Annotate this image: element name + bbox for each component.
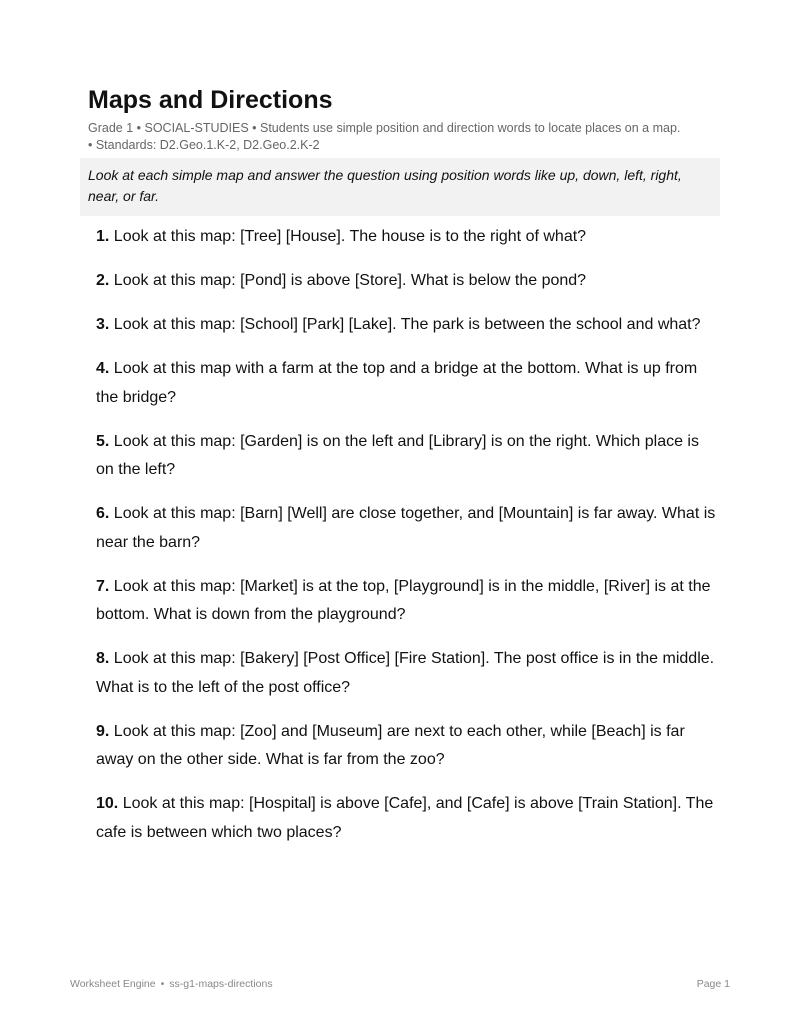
footer-slug: ss-g1-maps-directions bbox=[169, 978, 273, 990]
question-item bbox=[96, 573, 720, 630]
question-text: Look at this map: [Barn] [Well] are close together, and [Mountain] is far away. What is near the barn? bbox=[96, 505, 716, 551]
question-text: Look at this map: [Tree] [House]. The house is to the right of what? bbox=[113, 228, 587, 245]
meta-grade-subject-line: Grade 1 • SOCIAL-STUDIES • Students use simple position and direction words to locate places on a map. bbox=[88, 121, 681, 135]
question-number: 7. bbox=[96, 577, 110, 595]
question-text: Look at this map with a farm at the top and a bridge at the bottom. What is up from the bridge? bbox=[96, 360, 698, 406]
question-item bbox=[96, 790, 720, 847]
question-list bbox=[96, 223, 720, 863]
question-number: 6. bbox=[96, 505, 110, 522]
question-item bbox=[96, 355, 720, 412]
question-text: Look at this map: [Market] is at the top, [Playground] is in the middle, [River] is at the bottom. What is down from the playground? bbox=[96, 577, 711, 623]
question-number: 8. bbox=[96, 650, 110, 667]
footer-engine: Worksheet Engine bbox=[70, 978, 156, 990]
question-text: Look at this map: [Garden] is on the left and [Library] is on the right. Which place is on the left? bbox=[96, 432, 699, 478]
question-item bbox=[96, 645, 720, 702]
question-item bbox=[96, 311, 720, 340]
question-number: 5. bbox=[96, 432, 110, 450]
footer-source bbox=[70, 978, 273, 990]
question-text: Look at this map: [Pond] is above [Store]. What is below the pond? bbox=[113, 272, 587, 289]
question-number: 9. bbox=[96, 722, 110, 740]
question-text: Look at this map: [School] [Park] [Lake]. The park is between the school and what? bbox=[113, 316, 701, 333]
meta-standards-line: • Standards: D2.Geo.1.K-2, D2.Geo.2.K-2 bbox=[88, 138, 320, 152]
question-number: 2. bbox=[96, 272, 110, 289]
question-number: 4. bbox=[96, 360, 110, 377]
question-number: 1. bbox=[96, 228, 110, 245]
page-title: Maps and Directions bbox=[88, 86, 333, 114]
question-item bbox=[96, 428, 720, 485]
question-text: Look at this map: [Hospital] is above [Cafe], and [Cafe] is above [Train Station]. The cafe is between which two places? bbox=[96, 795, 714, 841]
question-number: 3. bbox=[96, 316, 110, 333]
question-number: 10. bbox=[96, 795, 119, 812]
question-text: Look at this map: [Bakery] [Post Office] [Fire Station]. The post office is in the middle. What is to the left of the post office? bbox=[96, 650, 715, 696]
footer-page-number: Page 1 bbox=[696, 978, 730, 990]
question-text: Look at this map: [Zoo] and [Museum] are next to each other, while [Beach] is far away on the other side. What is far from the zoo? bbox=[96, 722, 685, 768]
question-item bbox=[96, 267, 720, 296]
question-item bbox=[96, 223, 720, 252]
worksheet-meta bbox=[88, 120, 728, 154]
footer-separator: • bbox=[160, 978, 165, 990]
instructions-box: Look at each simple map and answer the question using position words like up, down, left, right, near, or far. bbox=[80, 158, 720, 216]
question-item bbox=[96, 718, 720, 775]
question-item bbox=[96, 500, 720, 557]
